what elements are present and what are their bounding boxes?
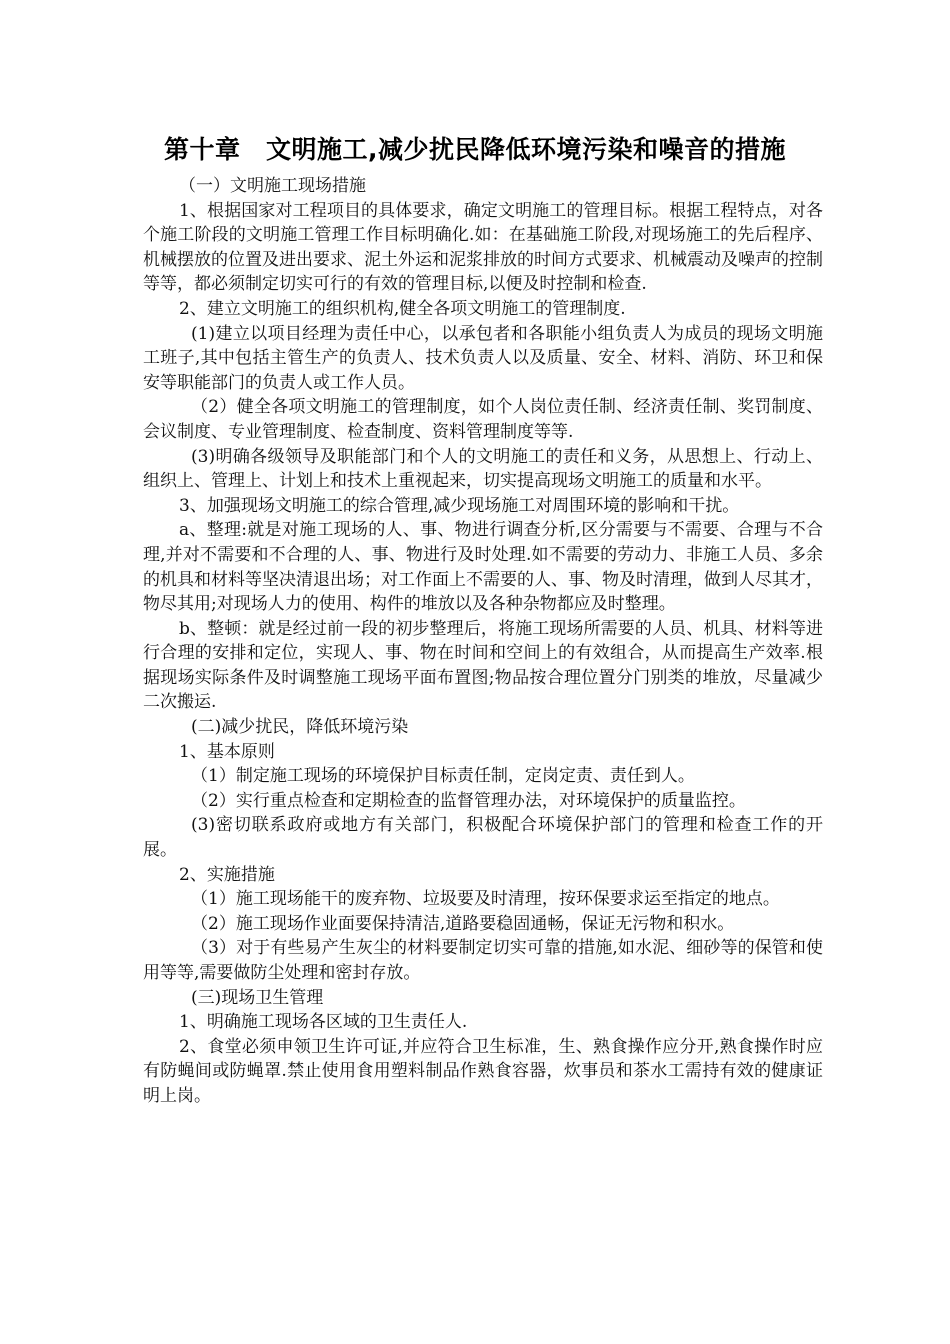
paragraph: （2）施工现场作业面要保持清洁,道路要稳固通畅，保证无污物和积水。 [191, 913, 735, 934]
paragraph: 3、加强现场文明施工的综合管理,减少现场施工对周围环境的影响和干扰。 [179, 495, 740, 516]
paragraph: 2、食堂必须申领卫生许可证,并应符合卫生标准，生、熟食操作应分开,熟食操作时应有防蝇间或防蝇罩.禁止使用食用塑料制品作熟食容器，炊事员和茶水工需持有效的健康证明上岗。 [143, 1036, 823, 1106]
paragraph: 2、实施措施 [179, 864, 275, 885]
paragraph: （2）实行重点检查和定期检查的监督管理办法，对环境保护的质量监控。 [191, 790, 746, 811]
paragraph: 2、建立文明施工的组织机构,健全各项文明施工的管理制度. [179, 298, 626, 319]
chapter-title: 第十章 文明施工,减少扰民降低环境污染和噪音的措施 [164, 135, 786, 164]
paragraph: (3)明确各级领导及职能部门和个人的文明施工的责任和义务，从思想上、行动上、组织上、管理上、计划上和技术上重视起来，切实提高现场文明施工的质量和水平。 [143, 446, 823, 492]
paragraph: (1)建立以项目经理为责任中心，以承包者和各职能小组负责人为成员的现场文明施工班子,其中包括主管生产的负责人、技术负责人以及质量、安全、材料、消防、环卫和保安等职能部门的负责人或工作人员。 [143, 323, 823, 393]
paragraph: （3）对于有些易产生灰尘的材料要制定切实可靠的措施,如水泥、细砂等的保管和使用等等,需要做防尘处理和密封存放。 [143, 938, 823, 983]
paragraph: （2）健全各项文明施工的管理制度，如个人岗位责任制、经济责任制、奖罚制度、会议制度、专业管理制度、检查制度、资料管理制度等等. [143, 397, 823, 442]
paragraph: （1）施工现场能干的废弃物、垃圾要及时清理，按环保要求运至指定的地点。 [191, 889, 780, 910]
paragraph: (3)密切联系政府或地方有关部门，积极配合环境保护部门的管理和检查工作的开展。 [143, 815, 823, 861]
paragraph: b、整顿：就是经过前一段的初步整理后，将施工现场所需要的人员、机具、材料等进行合理的安排和定位，实现人、事、物在时间和空间上的有效组合，从而提高生产效率.根据现场实际条件及时调整施工现场平面布置图;物品按合理位置分门别类的堆放，尽量减少二次搬运. [143, 618, 823, 713]
paragraph: （1）制定施工现场的环境保护目标责任制，定岗定责、责任到人。 [191, 766, 695, 787]
paragraph: 1、根据国家对工程项目的具体要求，确定文明施工的管理目标。根据工程特点，对各个施工阶段的文明施工管理工作目标明确化.如：在基础施工阶段,对现场施工的先后程序、机械摆放的位置及进出要求、泥土外运和泥浆排放的时间方式要求、机械震动及噪声的控制等等，都必须制定切实可行的有效的管理目标,以便及时控制和检查. [143, 200, 823, 295]
section-heading: (三)现场卫生管理 [191, 987, 324, 1008]
paragraph: a、整理:就是对施工现场的人、事、物进行调查分析,区分需要与不需要、合理与不合理,并对不需要和不合理的人、事、物进行及时处理.如不需要的劳动力、非施工人员、多余的机具和材料等坚决清退出场；对工作面上不需要的人、事、物及时清理，做到人尽其才，物尽其用;对现场人力的使用、构件的堆放以及各种杂物都应及时整理。 [143, 520, 823, 615]
document-body [143, 174, 823, 1109]
section-heading: (二)减少扰民，降低环境污染 [191, 717, 409, 738]
section-heading: （一）文明施工现场措施 [179, 176, 366, 196]
paragraph: 1、基本原则 [179, 741, 275, 762]
paragraph: 1、明确施工现场各区域的卫生责任人. [179, 1012, 468, 1033]
